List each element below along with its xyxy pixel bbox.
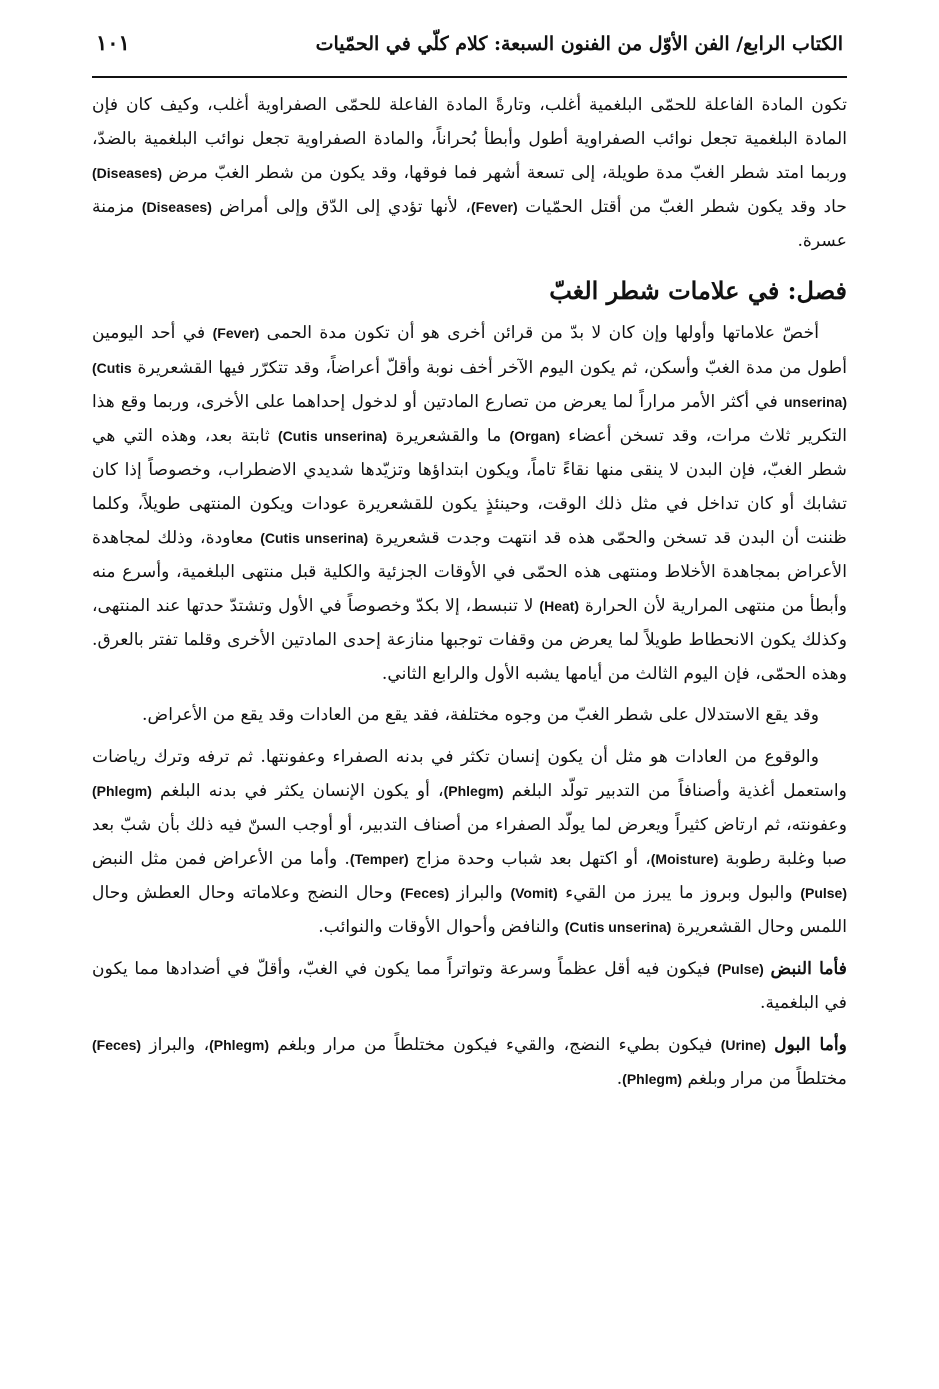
text-run: وحال النضج وعلاماته وحال العطش وحال اللمس وحال القشعريرة [92, 882, 847, 938]
latin-term: (Urine) [720, 1037, 766, 1054]
paragraph [92, 952, 847, 1020]
latin-term: (Temper) [349, 850, 409, 867]
text-run: ، أو اكتهل بعد شباب وحدة مزاج [408, 848, 651, 869]
text-run: والوقوع من العادات هو مثل أن يكون إنسان تكثر في بدنه الصفراء وعفونتها. ثم ترفه وترك رياضات واستعمل أغذية وأصنافاً من التدبير تولّد البلغم [92, 746, 847, 801]
text-run: ، أو يكون الإنسان يكثر في بدنه البلغم [151, 780, 444, 801]
lead-term: فأما النبض [770, 959, 847, 980]
text-run: . [616, 1069, 623, 1090]
latin-term: (Vomit) [510, 884, 558, 901]
text-run: . وأما من الأعراض فمن مثل النبض [92, 848, 350, 869]
latin-term: (Pulse) [717, 961, 764, 978]
text-run: في أكثر الأمر مراراً لما يعرض من تصارع المادتين أو لدخول إحداهما على الأخرى، وربما وقع هذا التكرير ثلاث مرات، وقد تسخن أعضاء [92, 391, 847, 446]
lead-term: وأما البول [774, 1035, 847, 1056]
text-run: فيكون بطيء النضج، والقيء فيكون مختلطاً من مرار وبلغم [269, 1035, 721, 1056]
latin-term: (Diseases) [141, 199, 212, 216]
latin-term: (Fever) [212, 325, 260, 342]
text-run: ، لأنها تؤدي إلى الدّق وإلى أمراض [211, 197, 471, 218]
latin-term: (Diseases) [92, 165, 163, 182]
text-run: والبراز [449, 882, 511, 903]
text-run: حاد وقد يكون شطر الغبّ من أقتل الحمّيات [517, 197, 847, 218]
latin-term: (Phlegm) [443, 782, 504, 799]
text-run: أخصّ علاماتها وأولها وإن كان لا بدّ من قرائن أخرى هو أن تكون مدة الحمى [259, 323, 819, 344]
latin-term: (Feces) [92, 1037, 142, 1054]
latin-term: (Feces) [400, 884, 450, 901]
paragraph [92, 88, 847, 258]
text-run: والبول وبروز ما يبرز من القيء [557, 882, 801, 903]
paragraph [92, 1028, 847, 1096]
section-heading: فصل: في علامات شطر الغبّ [549, 276, 847, 306]
running-header [92, 30, 847, 78]
text-run: تكون المادة الفاعلة للحمّى البلغمية أغلب، وتارةً المادة الفاعلة للحمّى الصفراوية أغلب، وكيف كان فإن المادة البلغمية تجعل نوائب الصفراوية أطول وأبطأ بُحراناً، والمادة الصفراوية تجعل نوائب البلغمية بالضدّ، وربما امتد شطر الغبّ مدة طويلة، إلى تسعة أشهر فما فوقها، وقد يكون من شطر الغبّ مرض [92, 95, 847, 184]
running-title: الكتاب الرابع/ الفن الأوّل من الفنون السبعة: كلام كلّي في الحمّيات [315, 33, 843, 55]
latin-term: (Organ) [509, 427, 561, 444]
paragraph [92, 316, 847, 691]
text-run: وعفونته، ثم ارتاض كثيراً ويعرض لما يولّد الصفراء من أصناف التدبير، أو أوجب السنّ فيه ذلك بأن شبّ بعد صبا وغلبة رطوبة [92, 814, 847, 869]
latin-term: (Cutis unserina) [92, 359, 847, 410]
text-run: فيكون فيه أقل عظماً وسرعة وتواتراً مما يكون في الغبّ، وأقلّ في أضدادها مما يكون في البلغمية. [92, 959, 847, 1014]
page-number: ١٠١ [96, 30, 130, 55]
book-page [92, 30, 847, 1379]
latin-term: (Phlegm) [209, 1037, 270, 1054]
text-run [766, 1035, 774, 1055]
text-run: وقد يقع الاستدلال على شطر الغبّ من وجوه مختلفة، فقد يقع من العادات وقد يقع من الأعراض. [141, 704, 819, 725]
latin-term: (Cutis unserina) [277, 427, 388, 444]
latin-term: (Pulse) [800, 884, 847, 901]
text-run: لا تنبسط، إلا بكدّ وخصوصاً في الأول وتشتدّ حدتها عند المنتهى، وكذلك يكون الانحطاط طويلاً لما يعرض من وقفات توجبها منازعة إحدى المادتين الأخرى وقلما تفتر بالعرق. وهذه الحمّى، فإن اليوم الثالث من أيامها يشبه الأول والرابع الثاني. [92, 596, 847, 685]
text-run: مزمنة عسرة. [92, 197, 847, 252]
text-run: معاودة، وذلك لمجاهدة الأعراض بمجاهدة الأخلاط ومنتهى هذه الحمّى في الأوقات الجزئية والكلية قبل منتهى البلغمية، وأسرع منه وأبطأ من منتهى المرارية لأن الحرارة [92, 528, 847, 617]
text-run: مختلطاً من مرار وبلغم [682, 1069, 847, 1090]
latin-term: (Fever) [470, 199, 518, 216]
latin-term: (Cutis unserina) [260, 530, 369, 547]
paragraph [92, 698, 847, 732]
text-run: والنافض وأحوال الأوقات والنوائب. [318, 917, 565, 938]
text-run: في أحد اليومين أطول من مدة الغبّ وأسكن، ثم يكون اليوم الآخر أخف نوبة وأقلّ أعراضاً، وقد تتكرّر فيها القشعريرة [92, 323, 847, 378]
text-run: ثابتة بعد، وهذه التي هي شطر الغبّ، فإن البدن لا ينقى منها نقاءً تاماً، ويكون ابتداؤها وتزيّدها شديدي الاضطراب، وخصوصاً إذا كان تشابك أو كان تداخل في مثل ذلك الوقت، وحينئذٍ يكون للقشعريرة عودات ويكون المنتهى طويلاً، وكلما ظننت أن البدن قد تسخن والحمّى هذه قد انتهت وجدت قشعريرة [92, 425, 847, 549]
page-body [92, 88, 847, 1097]
latin-term: (Heat) [539, 598, 580, 615]
text-run: ما والقشعريرة [387, 425, 510, 446]
paragraph [92, 740, 847, 945]
latin-term: (Moisture) [650, 850, 719, 867]
latin-term: (Phlegm) [622, 1071, 683, 1088]
latin-term: (Phlegm) [92, 782, 152, 799]
text-run [764, 959, 771, 979]
text-run: ، والبراز [141, 1035, 210, 1056]
latin-term: (Cutis unserina) [564, 919, 672, 936]
